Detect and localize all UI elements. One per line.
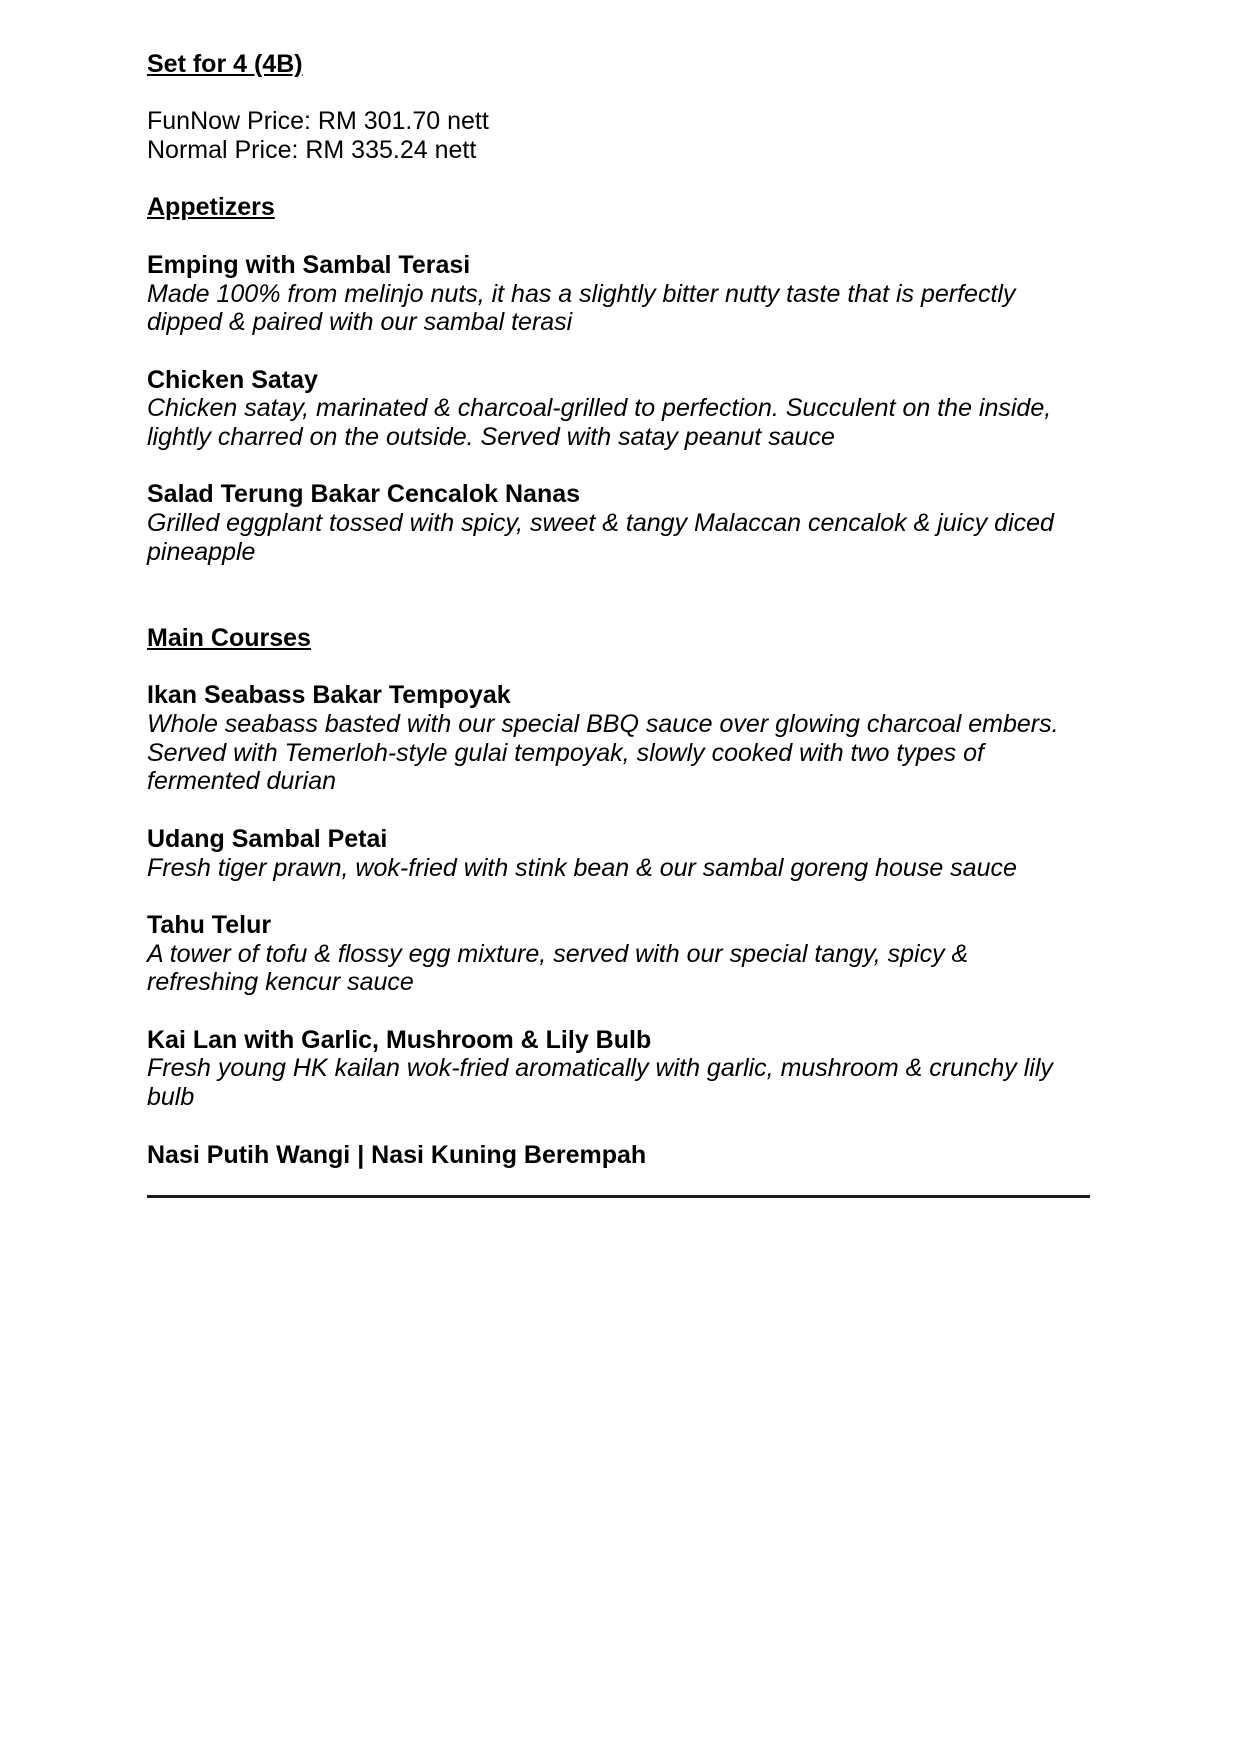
spacer (147, 79, 1090, 108)
menu-content (147, 50, 1090, 1198)
item-name-salad-terung: Salad Terung Bakar Cencalok Nanas (147, 480, 581, 509)
spacer (147, 165, 1090, 194)
item-desc-ikan-seabass-line-1: Whole seabass basted with our special BBQ sauce over glowing charcoal embers. (147, 710, 1059, 739)
item-desc-salad-terung-line-2: pineapple (147, 537, 256, 566)
spacer (147, 337, 1090, 366)
spacer (147, 567, 1090, 596)
normal-price: Normal Price: RM 335.24 nett (147, 136, 477, 165)
item-name-nasi: Nasi Putih Wangi | Nasi Kuning Berempah (147, 1140, 647, 1169)
item-desc-udang-sambal-petai-line-1: Fresh tiger prawn, wok-fried with stink bean & our sambal goreng house sauce (147, 853, 1017, 882)
item-name-ikan-seabass: Ikan Seabass Bakar Tempoyak (147, 681, 511, 710)
spacer (147, 1169, 1090, 1195)
item-desc-tahu-telur-line-2: refreshing kencur sauce (147, 968, 414, 997)
item-desc-chicken-satay-line-2: lightly charred on the outside. Served with satay peanut sauce (147, 423, 835, 452)
spacer (147, 1112, 1090, 1141)
item-desc-emping-line-1: Made 100% from melinjo nuts, it has a slightly bitter nutty taste that is perfectly (147, 279, 1016, 308)
spacer (147, 595, 1090, 624)
spacer (147, 997, 1090, 1026)
item-name-emping: Emping with Sambal Terasi (147, 250, 471, 279)
item-desc-salad-terung-line-1: Grilled eggplant tossed with spicy, sweet & tangy Malaccan cencalok & juicy diced (147, 509, 1054, 538)
set-title: Set for 4 (4B) (147, 50, 303, 78)
item-name-chicken-satay: Chicken Satay (147, 365, 318, 394)
spacer (147, 653, 1090, 682)
spacer (147, 796, 1090, 825)
item-desc-chicken-satay-line-1: Chicken satay, marinated & charcoal-grilled to perfection. Succulent on the inside, (147, 394, 1052, 423)
spacer (147, 222, 1090, 251)
item-name-tahu-telur: Tahu Telur (147, 910, 272, 939)
item-desc-kai-lan-line-2: bulb (147, 1083, 195, 1112)
divider-line (147, 1195, 1090, 1198)
spacer (147, 882, 1090, 911)
item-desc-emping-line-2: dipped & paired with our sambal terasi (147, 308, 573, 337)
funnow-price: FunNow Price: RM 301.70 nett (147, 107, 489, 136)
section-heading-main-courses: Main Courses (147, 623, 311, 652)
spacer (147, 452, 1090, 481)
section-heading-appetizers: Appetizers (147, 193, 275, 222)
item-desc-kai-lan-line-1: Fresh young HK kailan wok-fried aromatically with garlic, mushroom & crunchy lily (147, 1054, 1053, 1083)
item-name-kai-lan: Kai Lan with Garlic, Mushroom & Lily Bulb (147, 1025, 652, 1054)
item-desc-tahu-telur-line-1: A tower of tofu & flossy egg mixture, served with our special tangy, spicy & (147, 939, 969, 968)
item-desc-ikan-seabass-line-3: fermented durian (147, 767, 337, 796)
item-desc-ikan-seabass-line-2: Served with Temerloh-style gulai tempoyak, slowly cooked with two types of (147, 738, 984, 767)
item-name-udang-sambal-petai: Udang Sambal Petai (147, 824, 388, 853)
